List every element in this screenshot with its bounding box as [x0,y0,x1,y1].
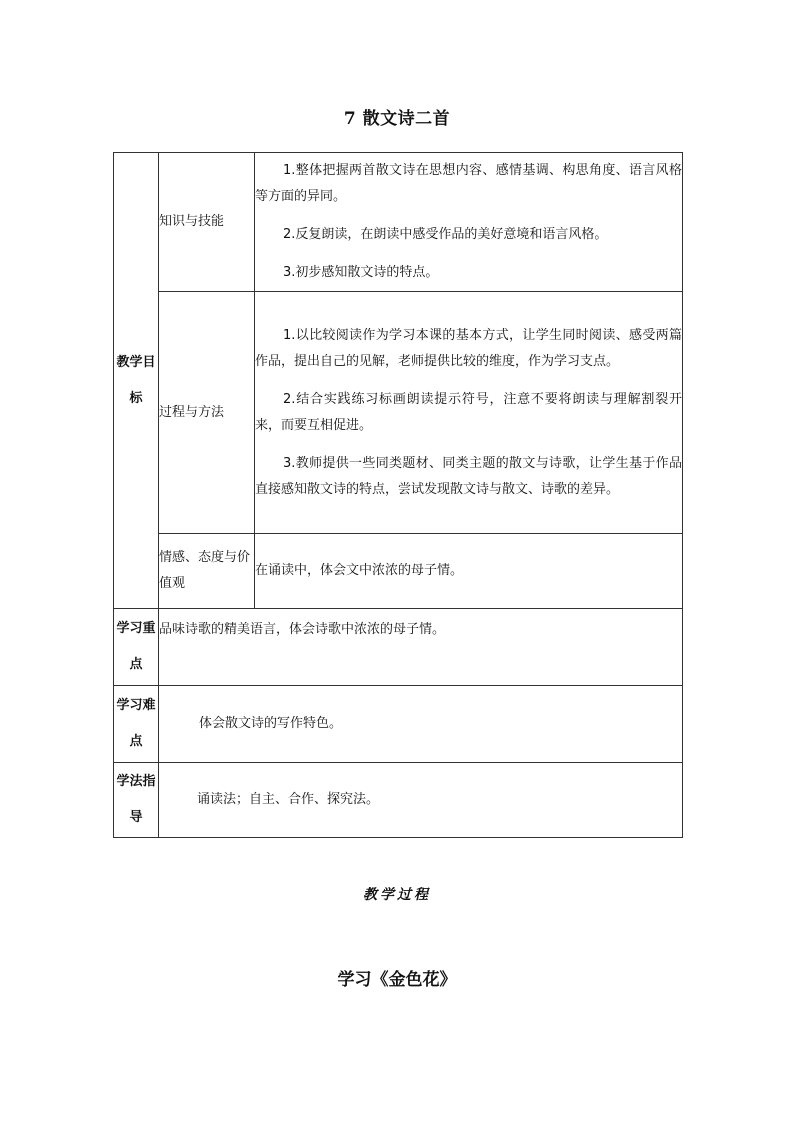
difficulties-header: 学习难点 [114,686,159,763]
section-heading: 学习《金色花》 [337,970,457,990]
lesson-plan-table [113,152,683,838]
difficulties-content: 体会散文诗的写作特色。 [159,686,683,763]
process-item: 1.以比较阅读作为学习本课的基本方式，让学生同时阅读、感受两篇作品，提出自己的见解，老师提供比较的维度，作为学习支点。 [255,327,682,369]
process-heading: 教学过程 [363,887,431,903]
key-points-header: 学习重点 [114,609,159,686]
process-item: 2.结合实践练习标画朗读提示符号，注意不要将朗读与理解割裂开来，而要互相促进。 [255,391,682,433]
key-points-content: 品味诗歌的精美语言，体会诗歌中浓浓的母子情。 [159,609,683,686]
knowledge-item: 1.整体把握两首散文诗在思想内容、感情基调、构思角度、语言风格等方面的异同。 [255,163,682,204]
key-points-row [114,609,683,686]
difficulties-row [114,686,683,763]
knowledge-item: 3.初步感知散文诗的特点。 [283,265,439,280]
emotion-content: 在诵读中，体会文中浓浓的母子情。 [255,534,683,609]
knowledge-label: 知识与技能 [159,153,255,292]
process-item: 3.教师提供一些同类题材、同类主题的散文与诗歌，让学生基于作品直接感知散文诗的特点，尝试发现散文诗与散文、诗歌的差异。 [255,455,682,497]
process-label: 过程与方法 [159,292,255,534]
knowledge-row [114,153,683,292]
knowledge-item: 2.反复朗读，在朗读中感受作品的美好意境和语言风格。 [283,227,608,242]
knowledge-content [255,153,683,292]
emotion-row [114,534,683,609]
guidance-row [114,763,683,838]
guidance-header: 学法指导 [114,763,159,838]
process-content [255,292,683,534]
process-row [114,292,683,534]
guidance-content: 诵读法；自主、合作、探究法。 [159,763,683,838]
page-title: 7 散文诗二首 [343,109,451,129]
emotion-label: 情感、态度与价值观 [159,534,255,609]
objectives-header: 教学目标 [114,153,159,609]
